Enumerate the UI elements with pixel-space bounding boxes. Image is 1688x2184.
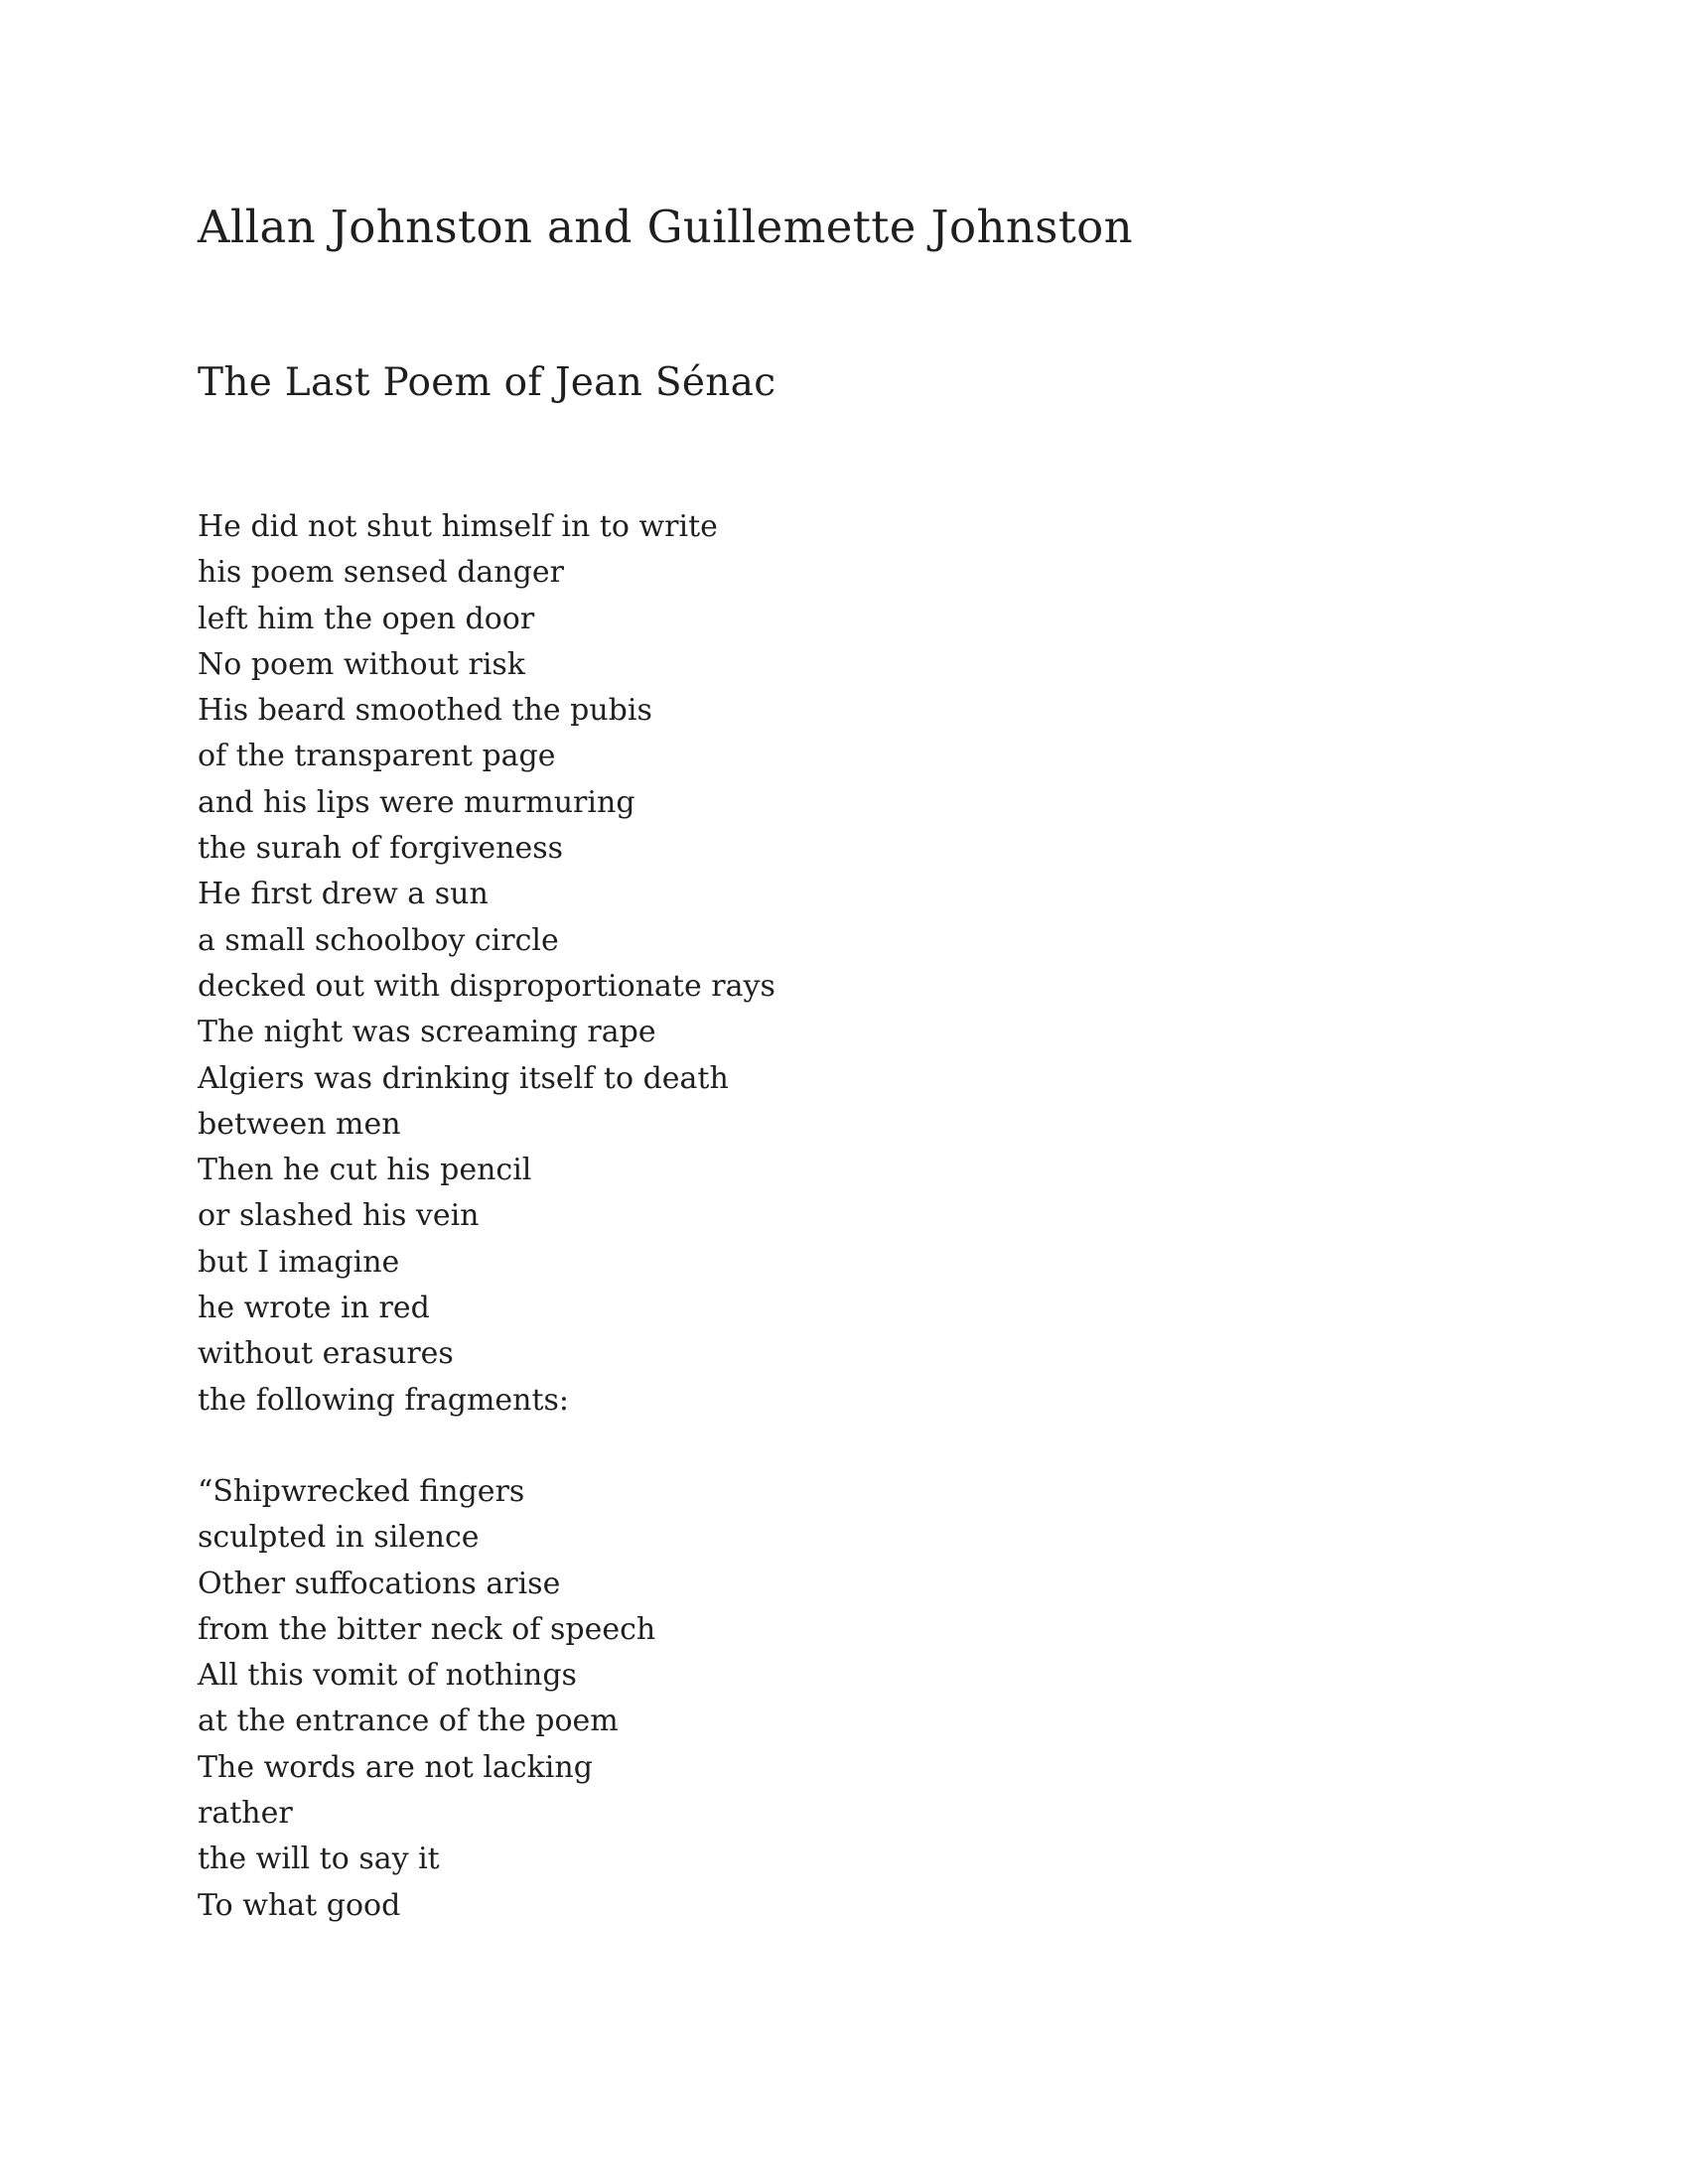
poem-line: sculpted in silence	[198, 1520, 480, 1556]
poem-title: The Last Poem of Jean Sénac	[198, 360, 776, 405]
poem-line: his poem sensed danger	[198, 555, 564, 591]
poem-line: the will to say it	[198, 1842, 440, 1877]
poem-line: He first drew a sun	[198, 877, 489, 912]
poem-line: from the bitter neck of speech	[198, 1611, 656, 1647]
poem-line: and his lips were murmuring	[198, 784, 635, 820]
poem-line: at the entrance of the poem	[198, 1704, 619, 1739]
poem-line: The night was screaming rape	[198, 1015, 656, 1050]
poem-line: between men	[198, 1106, 401, 1142]
poem-line: the surah of forgiveness	[198, 831, 564, 867]
stanza	[198, 504, 1091, 1424]
poem-line: Then he cut his pencil	[198, 1153, 532, 1188]
poem-line: The words are not lacking	[198, 1749, 593, 1785]
poem-line: a small schoolboy circle	[198, 922, 559, 958]
poem-line: without erasures	[198, 1336, 454, 1372]
poem-line: To what good	[198, 1887, 401, 1923]
author-heading: Allan Johnston and Guillemette Johnston	[198, 201, 1134, 253]
poem-line: left him the open door	[198, 601, 535, 636]
stanza	[198, 1469, 1091, 1929]
poem-line: but I imagine	[198, 1244, 400, 1280]
poem-line: “Shipwrecked fingers	[198, 1473, 525, 1509]
poem-body	[198, 504, 1091, 1929]
poem-line: His beard smoothed the pubis	[198, 693, 652, 729]
poem-line: decked out with disproportionate rays	[198, 968, 775, 1004]
poem-line: rather	[198, 1796, 293, 1832]
poem-line: of the transparent page	[198, 739, 556, 774]
poem-line: No poem without risk	[198, 646, 525, 682]
poem-line: All this vomit of nothings	[198, 1658, 577, 1694]
poem-line: he wrote in red	[198, 1291, 430, 1326]
poem-line: Other suffocations arise	[198, 1566, 561, 1601]
poem-line: Algiers was drinking itself to death	[198, 1060, 729, 1096]
poem-line: the following fragments:	[198, 1382, 570, 1418]
poem-line: He did not shut himself in to write	[198, 509, 718, 544]
poem-line: or slashed his vein	[198, 1198, 480, 1234]
